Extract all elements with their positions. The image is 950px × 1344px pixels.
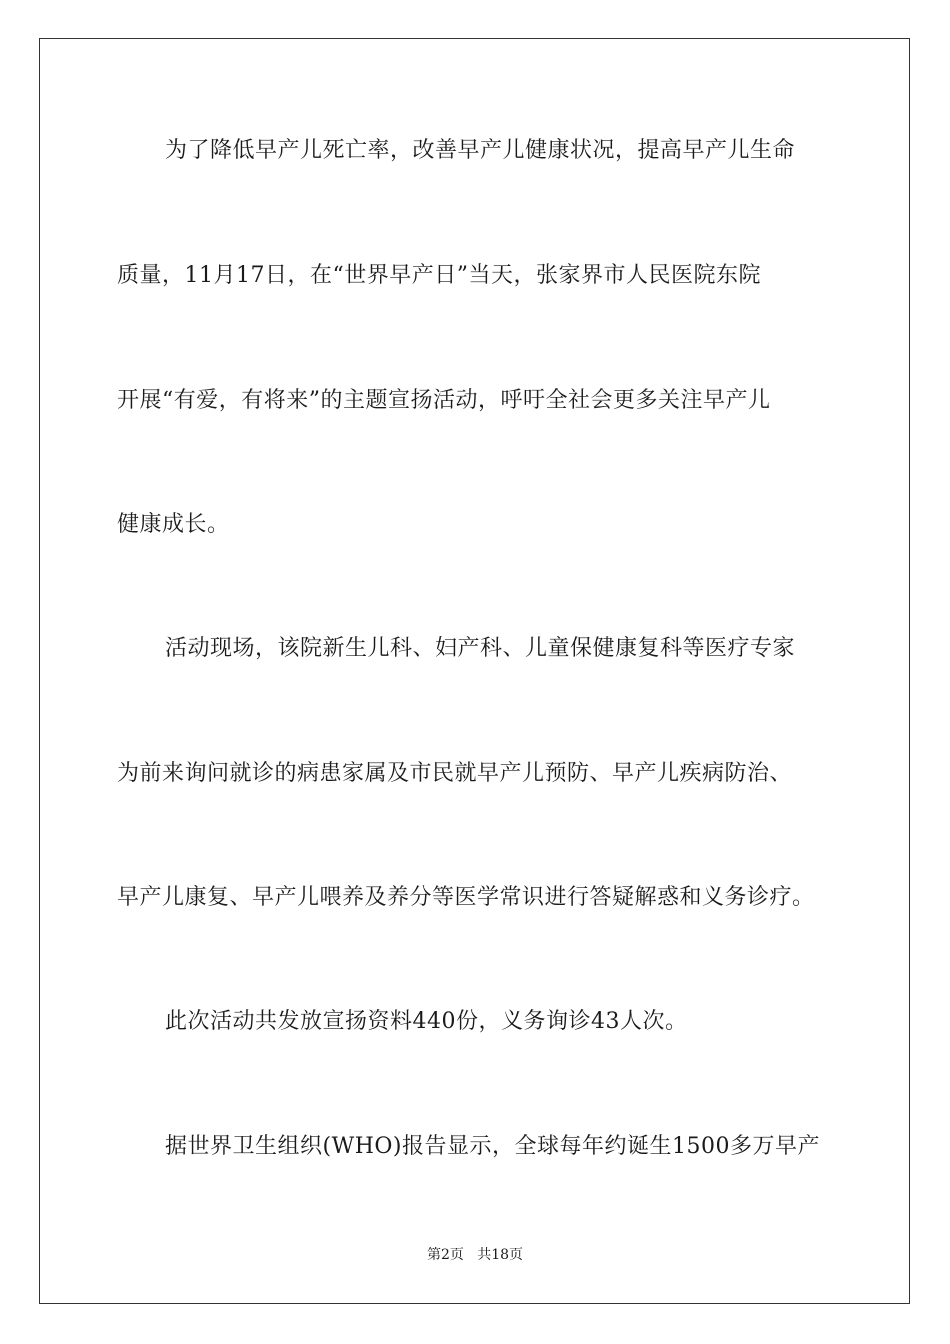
paragraph-line: 为了降低早产儿死亡率，改善早产儿健康状况，提高早产儿生命 (165, 138, 796, 163)
paragraph-line: 此次活动共发放宣扬资料440份，义务询诊43人次。 (165, 1009, 688, 1034)
page-label-prefix: 第 (426, 1247, 441, 1263)
total-label-suffix: 页 (509, 1247, 524, 1263)
paragraph-line: 质量，11月17日，在“世界早产日”当天，张家界市人民医院东院 (117, 263, 761, 288)
total-pages: 18 (491, 1247, 510, 1263)
paragraph-line: 活动现场，该院新生儿科、妇产科、儿童保健康复科等医疗专家 (165, 636, 796, 661)
page-label-suffix: 页 (449, 1247, 464, 1263)
total-label-prefix: 共 (477, 1247, 492, 1263)
page-number: 2 (440, 1247, 450, 1263)
paragraph-line: 开展“有爱，有将来”的主题宣扬活动，呼吁全社会更多关注早产儿 (117, 388, 771, 413)
page-frame (39, 38, 910, 1304)
paragraph-line: 据世界卫生组织(WHO)报告显示，全球每年约诞生1500多万早产 (165, 1134, 820, 1159)
paragraph-line: 早产儿康复、早产儿喂养及养分等医学常识进行答疑解惑和义务诊疗。 (117, 885, 815, 910)
page-footer (0, 1245, 950, 1265)
paragraph-line: 为前来询问就诊的病患家属及市民就早产儿预防、早产儿疾病防治、 (117, 761, 793, 786)
paragraph-line: 健康成长。 (117, 512, 230, 537)
